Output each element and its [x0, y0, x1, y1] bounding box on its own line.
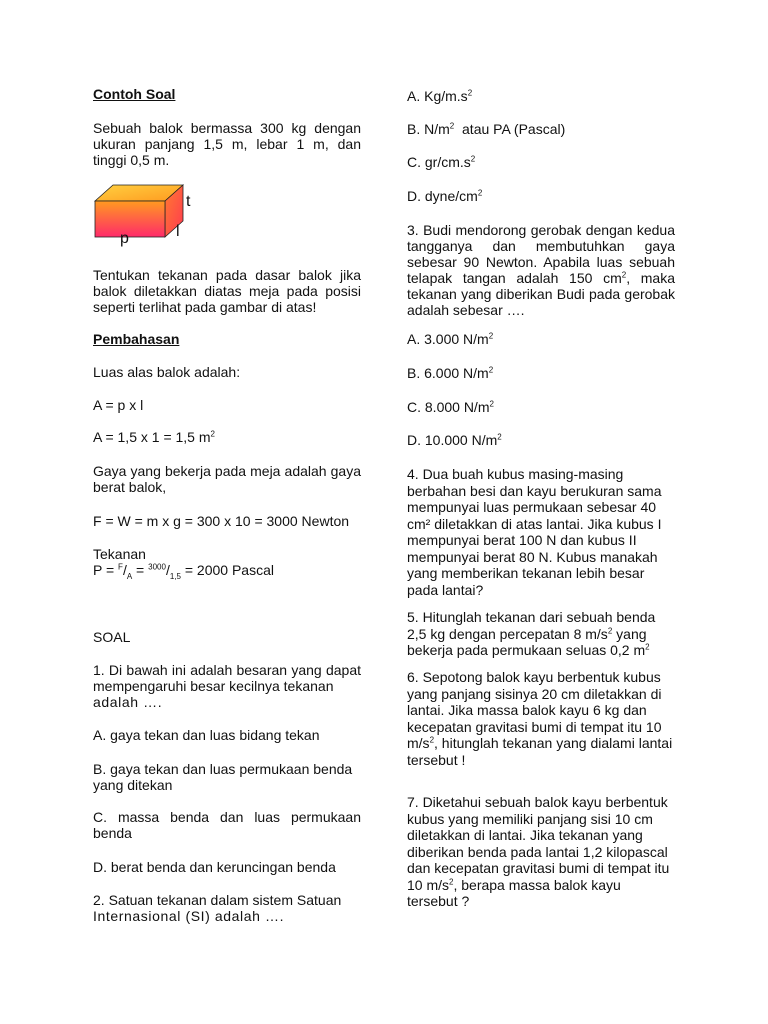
equation-1: A = p x l: [93, 397, 144, 413]
tekanan-label: Tekanan: [93, 546, 146, 562]
label-l: l: [176, 223, 180, 240]
question-1: 1. Di bawah ini adalah besaran yang dapat mempengaruhi besar kecilnya tekanan: [93, 662, 361, 694]
question-2-tail: Internasional (SI) adalah ….: [93, 908, 285, 924]
pressure-formula: $P = ^F/_A = ^{3000}/_{1,5} = 2000$ Pascal: [93, 562, 274, 581]
intro-text: Sebuah balok bermassa 300 kg dengan ukuran panjang 1,5 m, lebar 1 m, dan tinggi 0,5 m.: [93, 120, 361, 168]
question-3-option-a: A. 3.000 $N/m^2$: [407, 331, 494, 347]
question-1-option-b: B. gaya tekan dan luas permukaan benda yang ditekan: [93, 761, 353, 793]
label-t: t: [186, 193, 191, 210]
question-2-option-a: A. $Kg/m.s^2$: [407, 88, 473, 104]
question-2-option-b: B. $N/m^2$ atau PA (Pascal): [407, 121, 566, 137]
question-2: 2. Satuan tekanan dalam sistem Satuan: [93, 892, 342, 908]
question-1-option-c: C. massa benda dan luas permukaan benda: [93, 809, 361, 841]
equation-3: F = W = m x g = 300 x 10 = 3000 Newton: [93, 513, 350, 529]
heading-contoh-soal: Contoh Soal: [93, 86, 176, 102]
question-2-option-c: C. $gr/cm.s^2$: [407, 154, 476, 170]
question-6: 6. Sepotong balok kayu berbentuk kubus yang panjang sisinya 20 cm diletakkan di lantai. Jika massa balok kayu 6 kg dan kecepatan gravitasi bumi di tempat itu 10 $m/s^2$, hitunglah tekanan yang dialami lantai tersebut !: [407, 669, 673, 768]
soal-heading: SOAL: [93, 629, 131, 645]
question-5: 5. Hitunglah tekanan dari sebuah benda 2,5 kg dengan percepatan 8 $m/s^2$ yang bekerja pada permukaan seluas 0,2 $m^2$: [407, 609, 656, 658]
question-2-option-d: D. dyne/$cm^2$: [407, 188, 483, 204]
heading-pembahasan: Pembahasan: [93, 331, 180, 347]
question-1-tail: adalah ….: [93, 694, 163, 710]
equation-2: A = 1,5 x 1 = 1,5 $m^2$: [93, 429, 215, 445]
question-3: 3. Budi mendorong gerobak dengan kedua tangganya dan membutuhkan gaya sebesar 90 Newton. Apabila luas sebuah telapak tangan adalah 150 $cm^2$, maka tekanan yang diberikan Budi pada gerobak adalah sebesar ….: [407, 222, 676, 318]
gaya-text: Gaya yang bekerja pada meja adalah gaya berat balok,: [93, 463, 361, 495]
question-3-option-d: D. 10.000 $N/m^2$: [407, 432, 502, 448]
question-3-option-b: B. 6.000 $N/m^2$: [407, 365, 494, 381]
question-3-option-c: C. 8.000 $N/m^2$: [407, 399, 494, 415]
label-p: p: [120, 230, 129, 247]
question-1-option-a: A. gaya tekan dan luas bidang tekan: [93, 727, 320, 743]
question-1-option-d: D. berat benda dan keruncingan benda: [93, 859, 336, 875]
luas-text: Luas alas balok adalah:: [93, 364, 241, 380]
question-4: 4. Dua buah kubus masing-masing berbahan besi dan kayu berukuran sama mempunyai luas permukaan sebesar 40 cm² diletakkan di atas lantai. Jika kubus I mempunyai berat 100 N dan kubus II mempunyai berat 80 N. Kubus manakah yang memberikan tekanan lebih besar pada lantai?: [407, 466, 662, 598]
question-7: 7. Diketahui sebuah balok kayu berbentuk kubus yang memiliki panjang sisi 10 cm diletakkan di lantai. Jika tekanan yang diberikan benda pada lantai 1,2 kilopascal dan kecepatan gravitasi bumi di tempat itu 10 $m/s^2$, berapa massa balok kayu tersebut ?: [407, 794, 670, 909]
question-text: Tentukan tekanan pada dasar balok jika balok diletakkan diatas meja pada posisi seperti terlihat pada gambar di atas!: [93, 267, 361, 315]
